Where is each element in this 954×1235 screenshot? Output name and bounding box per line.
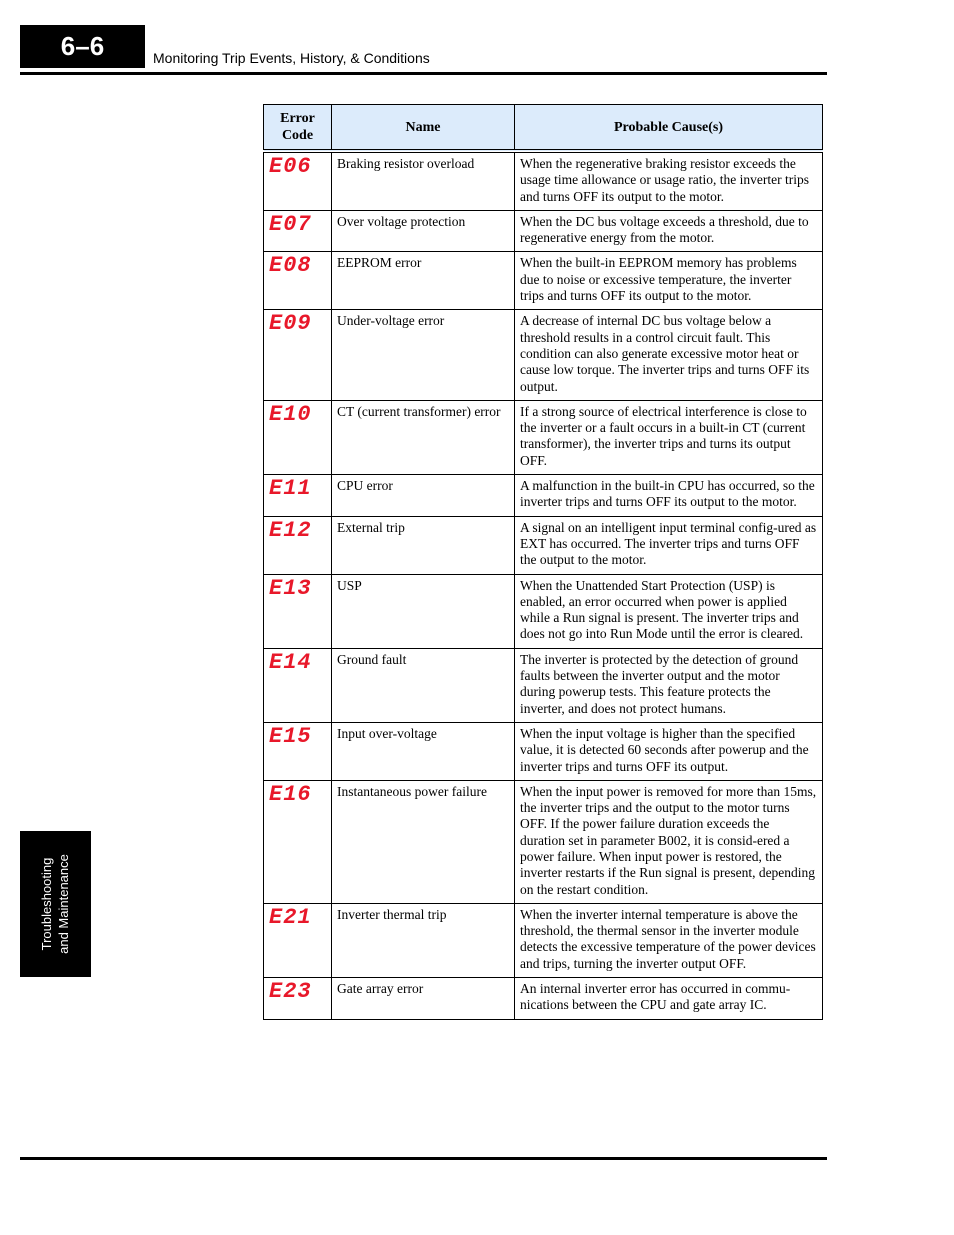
table-row xyxy=(264,903,823,977)
error-name: Gate array error xyxy=(332,978,515,1020)
probable-cause: When the DC bus voltage exceeds a threshold, due to regenerative energy from the motor. xyxy=(515,210,823,252)
error-code-cell xyxy=(264,400,332,474)
table-header-row xyxy=(264,105,823,152)
error-code-cell xyxy=(264,648,332,722)
error-code-cell xyxy=(264,903,332,977)
table-row xyxy=(264,400,823,474)
probable-cause: When the regenerative braking resistor exceeds the usage time allowance or usage ratio, the inverter trips and turns OFF its output to the motor. xyxy=(515,151,823,210)
error-code-cell xyxy=(264,252,332,310)
probable-cause: A malfunction in the built-in CPU has occurred, so the inverter trips and turns OFF its output to the motor. xyxy=(515,475,823,517)
error-name: Ground fault xyxy=(332,648,515,722)
probable-cause: The inverter is protected by the detection of ground faults between the inverter output and the motor during powerup tests. This feature protects the inverter, and does not protect humans. xyxy=(515,648,823,722)
error-code-cell xyxy=(264,210,332,252)
error-name: Inverter thermal trip xyxy=(332,903,515,977)
error-name: CT (current transformer) error xyxy=(332,400,515,474)
column-header-error-code xyxy=(264,105,332,152)
error-name: EEPROM error xyxy=(332,252,515,310)
error-name: CPU error xyxy=(332,475,515,517)
side-tab-line1: Troubleshooting xyxy=(39,857,54,951)
table-row xyxy=(264,516,823,574)
column-header-cause: Probable Cause(s) xyxy=(515,105,823,152)
error-code: E06 xyxy=(269,154,312,179)
error-code-cell xyxy=(264,310,332,400)
chapter-side-tab xyxy=(20,831,91,977)
page-number: 6–6 xyxy=(20,25,145,68)
error-code: E11 xyxy=(269,476,312,502)
side-tab-line2: and Maintenance xyxy=(56,854,71,954)
error-code: E10 xyxy=(269,401,312,427)
error-name: Input over-voltage xyxy=(332,722,515,780)
error-code: E15 xyxy=(269,723,312,749)
error-name: External trip xyxy=(332,516,515,574)
probable-cause: When the input voltage is higher than the specified value, it is detected 60 seconds after powerup and the inverter trips and turns OFF its output. xyxy=(515,722,823,780)
error-name: Braking resistor overload xyxy=(332,151,515,210)
error-code-cell xyxy=(264,574,332,648)
probable-cause: When the inverter internal temperature is above the threshold, the thermal sensor in the inverter module detects the excessive temperature of the power devices and trips, turning the inverter output OFF. xyxy=(515,903,823,977)
table-row xyxy=(264,722,823,780)
error-code: E21 xyxy=(269,904,312,930)
error-code: E13 xyxy=(269,575,312,601)
table-row xyxy=(264,978,823,1020)
probable-cause: If a strong source of electrical interference is close to the inverter or a fault occurs in a built-in CT (current transformer), the inverter trips and turns its output OFF. xyxy=(515,400,823,474)
table-row xyxy=(264,151,823,210)
table-row xyxy=(264,475,823,517)
probable-cause: A signal on an intelligent input terminal config-ured as EXT has occurred. The inverter trips and turns OFF the output to the motor. xyxy=(515,516,823,574)
table-row xyxy=(264,310,823,400)
probable-cause: When the built-in EEPROM memory has problems due to noise or excessive temperature, the inverter trips and turns OFF its output to the motor. xyxy=(515,252,823,310)
table-row xyxy=(264,574,823,648)
error-name: Under-voltage error xyxy=(332,310,515,400)
error-code-cell xyxy=(264,516,332,574)
footer-rule xyxy=(20,1157,827,1160)
error-code: E08 xyxy=(269,253,312,279)
probable-cause: A decrease of internal DC bus voltage below a threshold results in a control circuit fault. This condition can also generate excessive motor heat or cause low torque. The inverter trips and turns OFF its output. xyxy=(515,310,823,400)
error-code: E12 xyxy=(269,517,312,543)
table-row xyxy=(264,210,823,252)
error-code: E09 xyxy=(269,311,312,337)
header-code-line2: Code xyxy=(281,128,314,143)
error-code-cell xyxy=(264,722,332,780)
error-code: E07 xyxy=(269,211,312,237)
table-row xyxy=(264,648,823,722)
table-body xyxy=(264,151,823,1019)
column-header-name: Name xyxy=(332,105,515,152)
probable-cause: An internal inverter error has occurred in commu-nications between the CPU and gate array IC. xyxy=(515,978,823,1020)
error-code: E16 xyxy=(269,781,312,807)
error-code-table xyxy=(263,104,823,1020)
probable-cause: When the Unattended Start Protection (USP) is enabled, an error occurred when power is applied while a Run signal is present. The inverter trips and does not go into Run Mode until the error is cleared. xyxy=(515,574,823,648)
error-name: Instantaneous power failure xyxy=(332,780,515,903)
error-name: USP xyxy=(332,574,515,648)
error-code: E14 xyxy=(269,649,312,675)
table-row xyxy=(264,252,823,310)
error-code-cell xyxy=(264,978,332,1020)
section-title: Monitoring Trip Events, History, & Conditions xyxy=(153,50,430,66)
table-row xyxy=(264,780,823,903)
header-rule xyxy=(20,72,827,75)
probable-cause: When the input power is removed for more than 15ms, the inverter trips and the output to the motor turns OFF. If the power failure duration exceeds the duration set in parameter B002, it is consid-ered a power failure. When input power is restored, the inverter restarts if the Run signal is present, depending on the restart condition. xyxy=(515,780,823,903)
error-code-cell xyxy=(264,475,332,517)
error-code-cell xyxy=(264,151,332,210)
error-code: E23 xyxy=(269,979,312,1005)
error-name: Over voltage protection xyxy=(332,210,515,252)
header-code-line1: Error xyxy=(280,111,315,126)
error-code-cell xyxy=(264,780,332,903)
chapter-side-tab-label xyxy=(38,834,72,974)
